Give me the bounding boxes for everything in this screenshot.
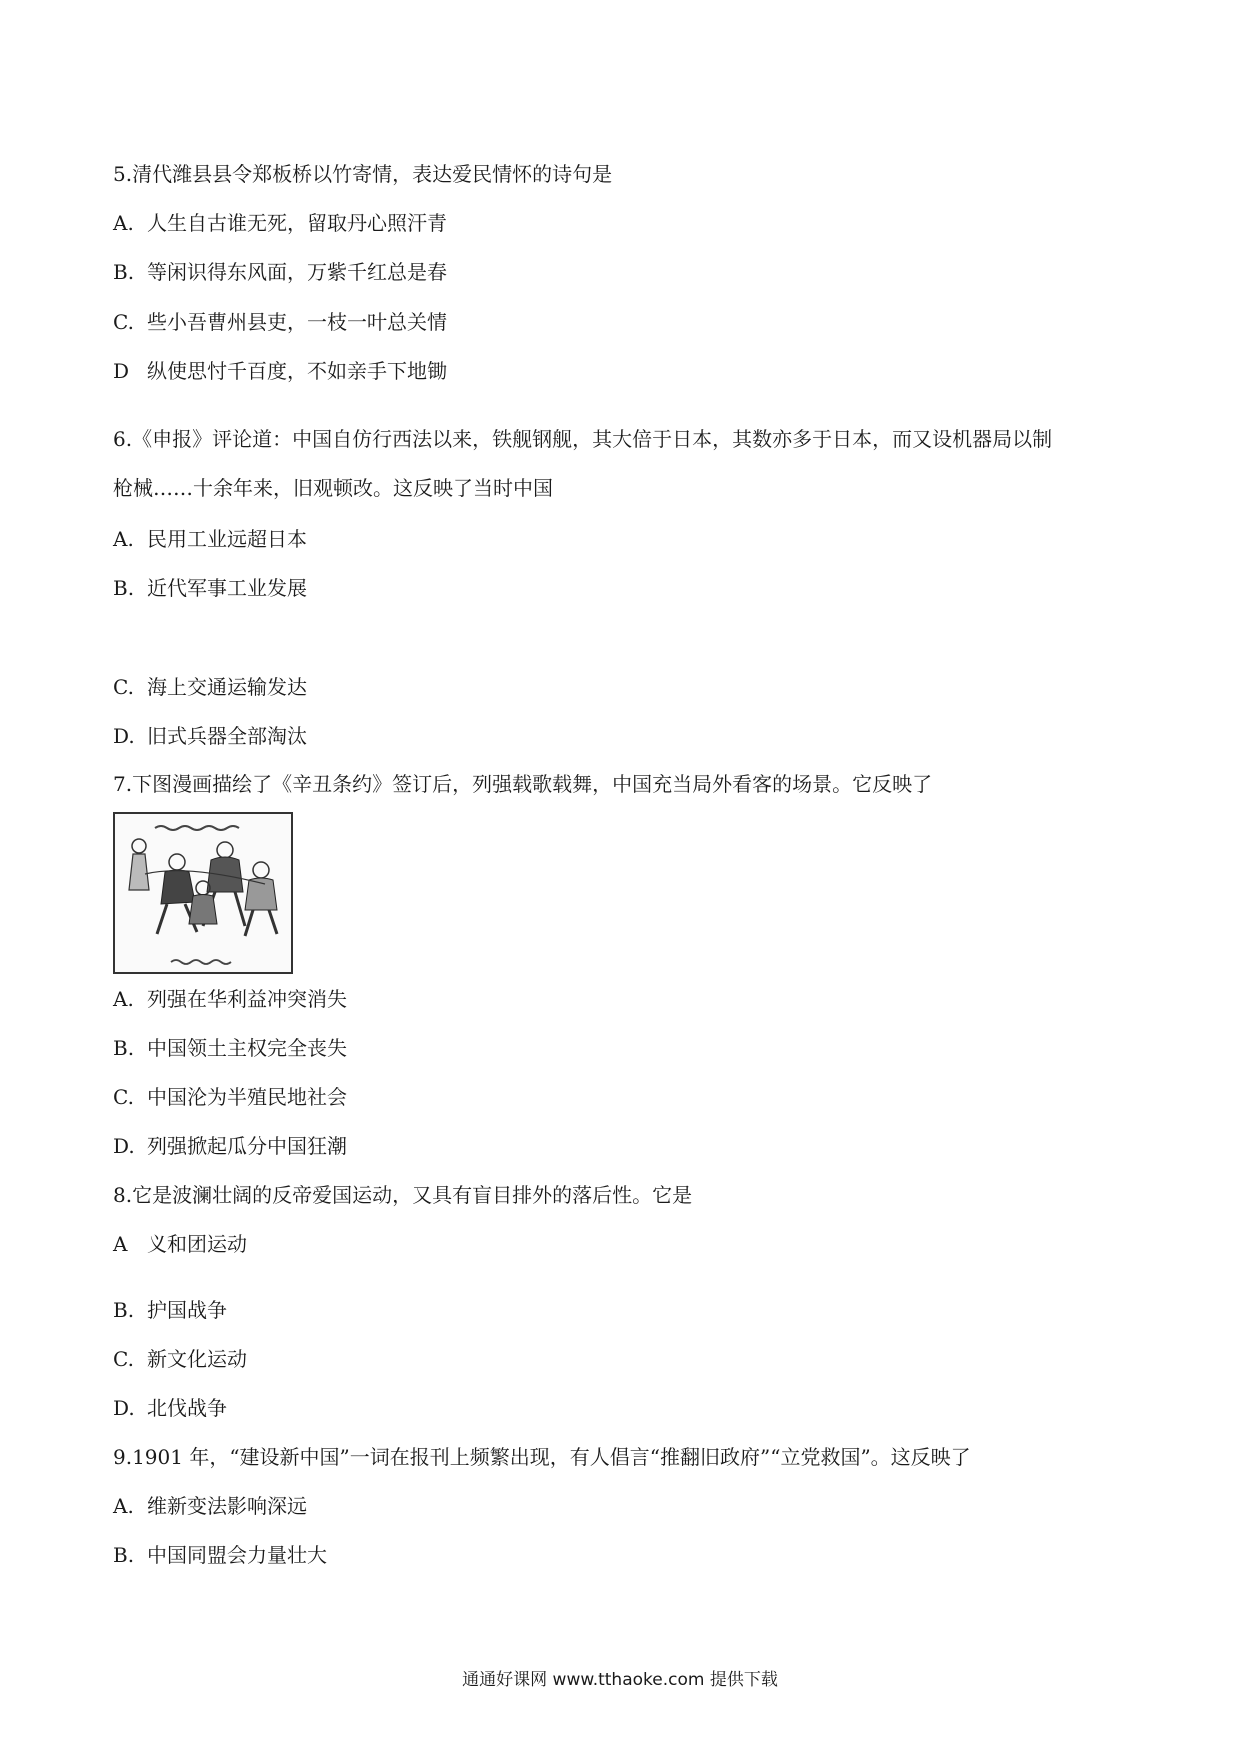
q5-option-d: D 纵使思忖千百度，不如亲手下地锄 — [113, 359, 447, 383]
question-8-stem: 8.它是波澜壮阔的反帝爱国运动，又具有盲目排外的落后性。它是 — [113, 1183, 693, 1207]
cartoon-drawing — [115, 814, 291, 972]
q7-option-a: A. 列强在华利益冲突消失 — [113, 987, 347, 1011]
q6-option-d: D. 旧式兵器全部淘汰 — [113, 724, 307, 748]
question-7-stem: 7.下图漫画描绘了《辛丑条约》签订后，列强载歌载舞，中国充当局外看客的场景。它反映了 — [113, 772, 933, 796]
question-9-stem: 9.1901 年，“建设新中国”一词在报刊上频繁出现，有人倡言“推翻旧政府”“立党救国”。这反映了 — [113, 1445, 971, 1469]
q5-option-c: C. 些小吾曹州县吏，一枝一叶总关情 — [113, 310, 447, 334]
footer-source: 通通好课网 www.tthaoke.com 提供下载 — [462, 1670, 778, 1690]
q8-option-c: C. 新文化运动 — [113, 1347, 247, 1371]
boxer-protocol-cartoon — [113, 812, 293, 974]
q7-option-b: B. 中国领土主权完全丧失 — [113, 1036, 347, 1060]
question-6-stem-line-2: 枪械……十余年来，旧观顿改。这反映了当时中国 — [113, 476, 553, 500]
q7-option-d: D. 列强掀起瓜分中国狂潮 — [113, 1134, 347, 1158]
q8-option-b: B. 护国战争 — [113, 1298, 227, 1322]
question-6-stem-line-1: 6.《申报》评论道：中国自仿行西法以来，铁舰钢舰，其大倍于日本，其数亦多于日本，而又设机器局以制 — [113, 427, 1053, 451]
q9-option-b: B. 中国同盟会力量壮大 — [113, 1543, 327, 1567]
q6-option-a: A. 民用工业远超日本 — [113, 527, 307, 551]
q6-option-c: C. 海上交通运输发达 — [113, 675, 307, 699]
q7-option-c: C. 中国沦为半殖民地社会 — [113, 1085, 347, 1109]
q9-option-a: A. 维新变法影响深远 — [113, 1494, 307, 1518]
q8-option-a: A 义和团运动 — [113, 1232, 247, 1256]
q6-option-b: B. 近代军事工业发展 — [113, 576, 307, 600]
q5-option-a: A. 人生自古谁无死，留取丹心照汗青 — [113, 211, 447, 235]
q8-option-d: D. 北伐战争 — [113, 1396, 227, 1420]
q5-option-b: B. 等闲识得东风面，万紫千红总是春 — [113, 260, 447, 284]
question-5-stem: 5.清代潍县县令郑板桥以竹寄情，表达爱民情怀的诗句是 — [113, 162, 613, 186]
